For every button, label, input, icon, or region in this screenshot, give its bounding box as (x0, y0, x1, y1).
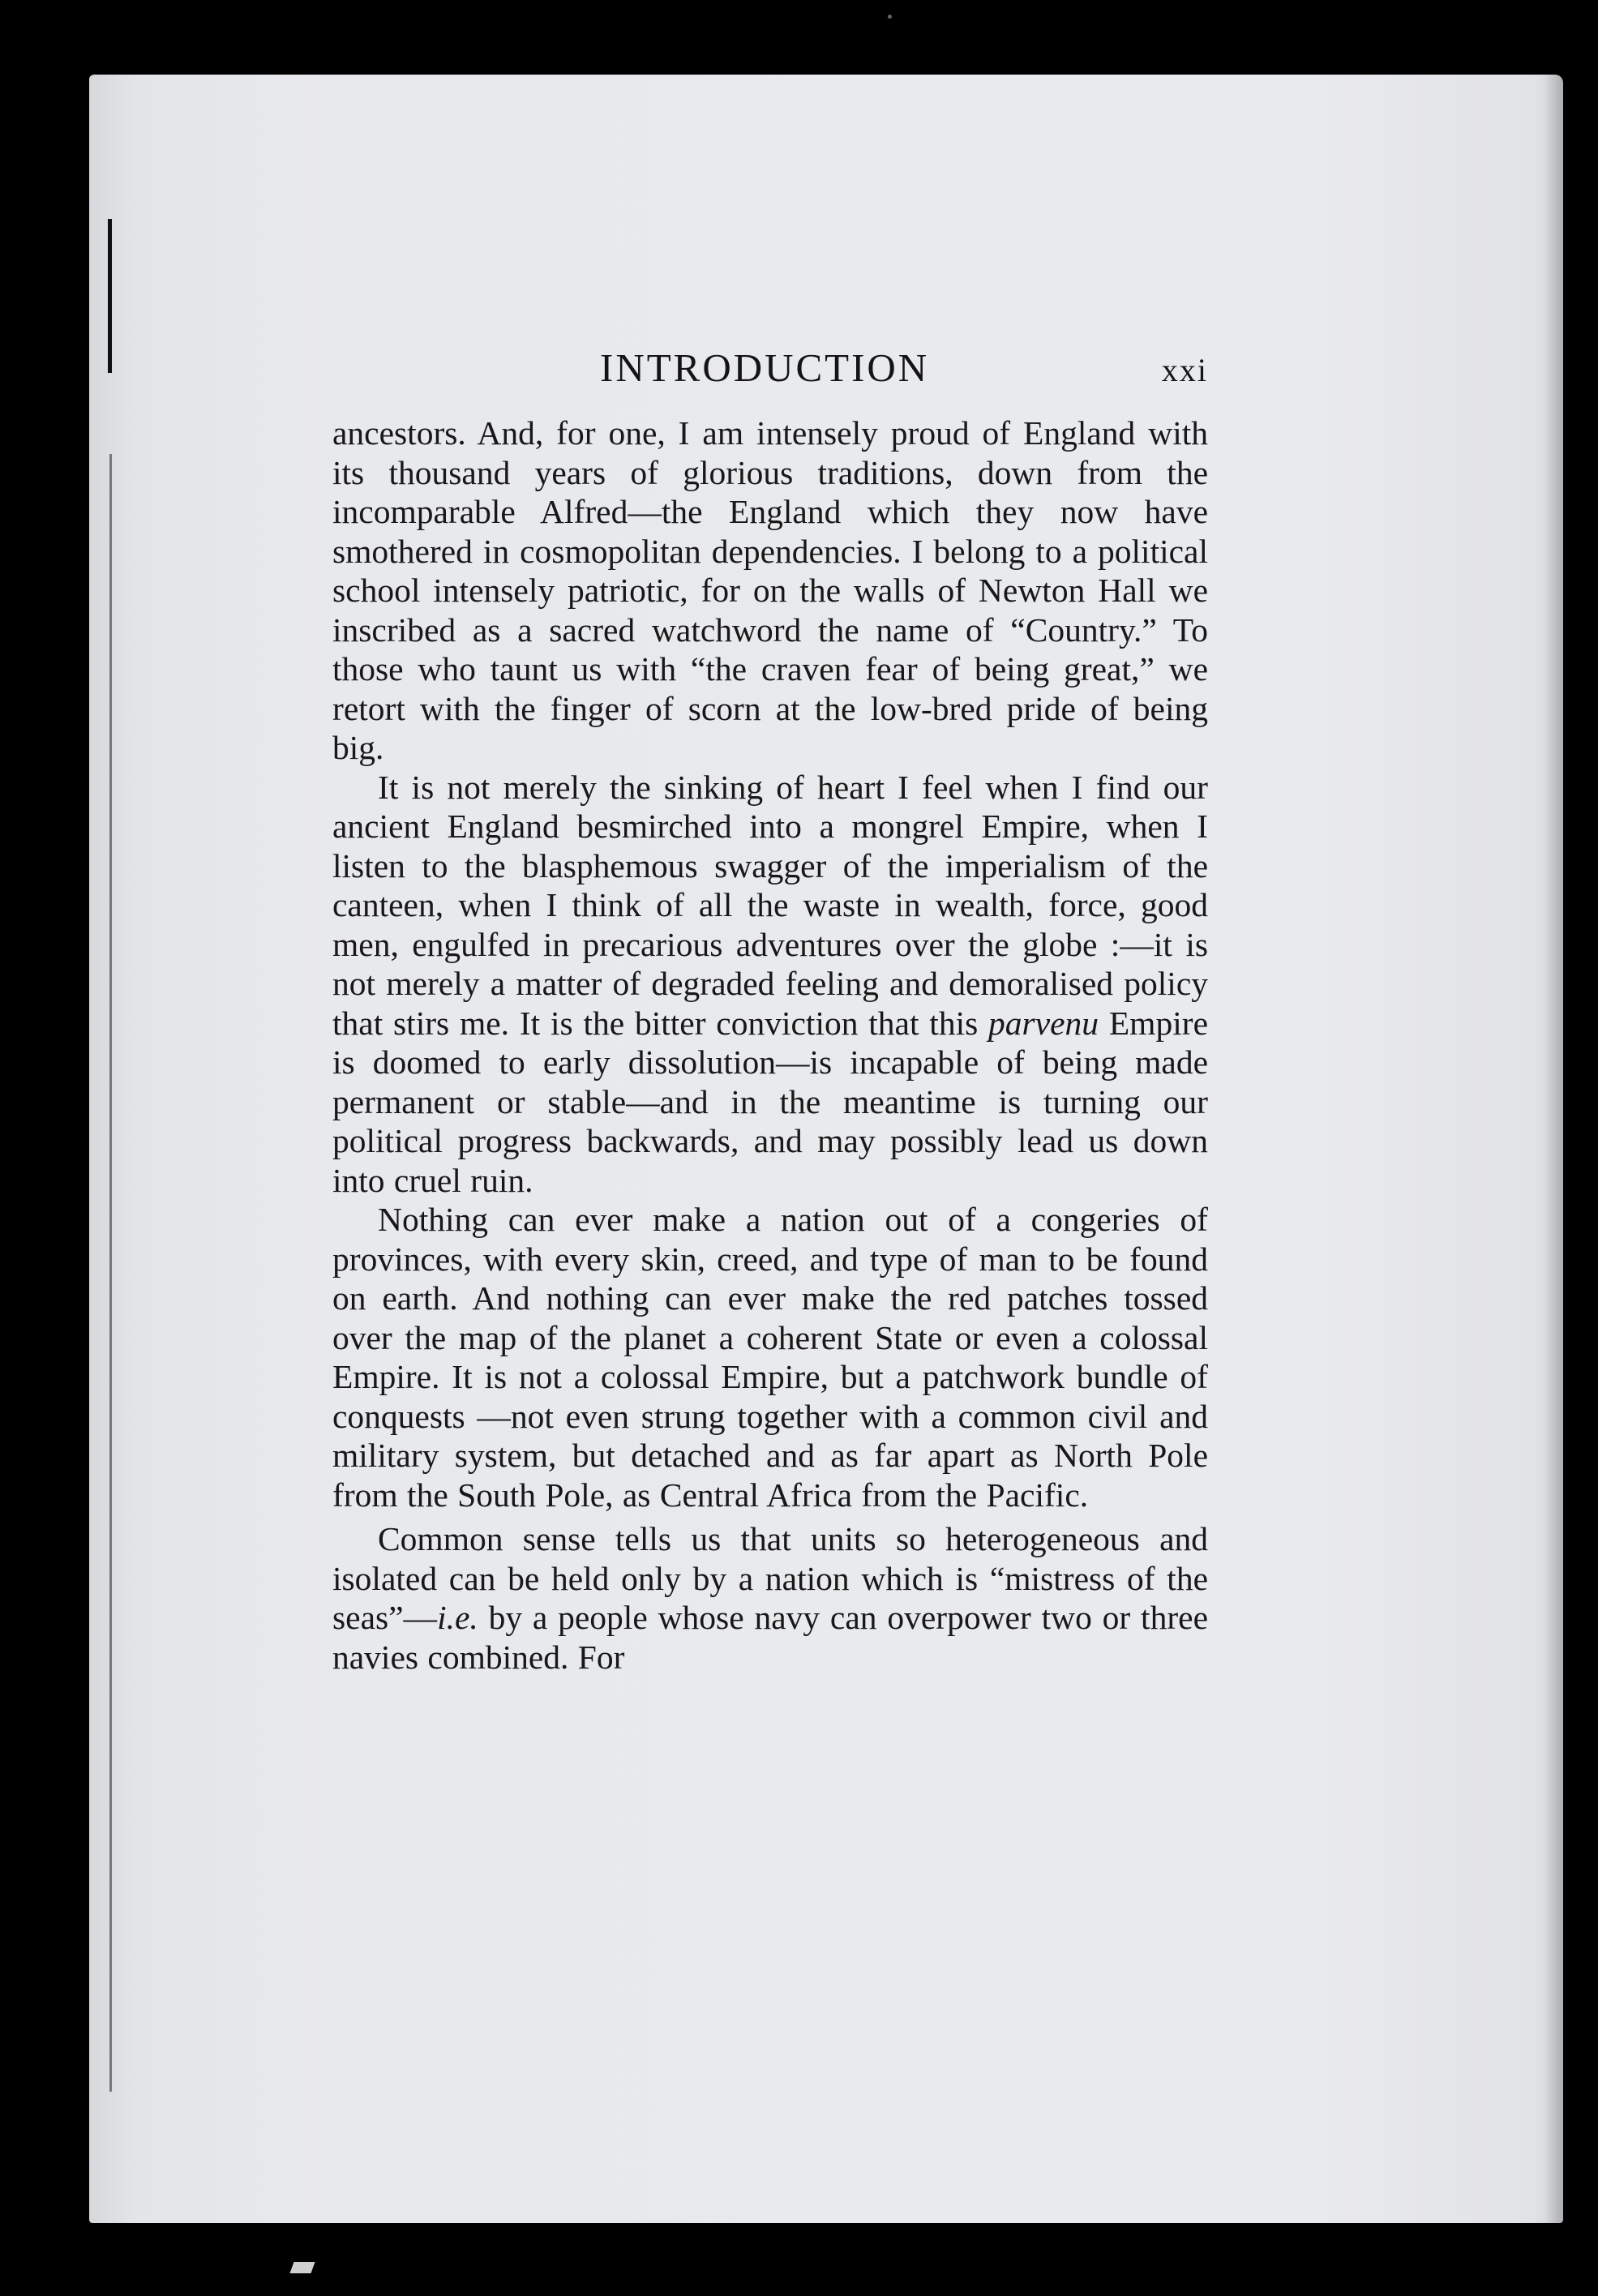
running-head: INTRODUCTION (600, 345, 930, 390)
paragraph (332, 768, 1208, 1201)
page-edge-shadow (1544, 75, 1564, 2223)
page-header (332, 345, 1208, 393)
paragraph: ancestors. And, for one, I am intensely proud of England with its thousand years of glorious traditions, down from the incomparable Alfred—the England which they now have smothered in cosmopolitan dependencies. I belong to a political school intensely patriotic, for on the walls of Newton Hall we inscribed as a sacred watchword the name of “Country.” To those who taunt us with “the craven fear of being great,” we retort with the finger of scorn at the low-bred pride of being big. (332, 414, 1208, 766)
page-number: xxi (1161, 352, 1208, 388)
paragraph-text: It is not merely the sinking of heart I feel when I find our ancient England besmirched into a mongrel Empire, when I listen to the blasphemous swagger of the imperialism of the canteen, when I think of all the waste in wealth, force, good men, engulfed in precarious adventures over the globe :—it is not merely a matter of degraded feeling and demoralised policy that stirs me. It is the bitter conviction that this (332, 768, 1208, 1042)
binding-edge-mark (108, 219, 112, 373)
italic-word: parvenu (988, 1004, 1099, 1042)
italic-word: i.e. (437, 1599, 478, 1636)
paragraph: Nothing can ever make a nation out of a congeries of provinces, with every skin, creed, and type of man to be found on earth. And nothing can ever make the red patches tossed over the map of the planet a coherent State or even a colossal Empire. It is not a colossal Empire, but a patchwork bundle of conquests —not even strung together with a common civil and military system, but detached and as far apart as North Pole from the South Pole, as Central Africa from the Pacific. (332, 1201, 1208, 1514)
paragraph-text: Common sense tells us that units so heterogeneous and isolated can be held only by a nation which is “mistress of the seas”— (332, 1520, 1208, 1636)
scan-speck (289, 2262, 315, 2273)
binding-edge-line (109, 454, 112, 2092)
paragraph-text: Empire is doomed to early dissolution—is incapable of being made permanent or stable—and in the meantime is turning our political progress backwards, and may possibly lead us down into cruel ruin. (332, 1004, 1208, 1199)
paragraph-text: by a people whose navy can overpower two or three navies combined. For (332, 1599, 1208, 1676)
paragraph (332, 1519, 1208, 1677)
scan-speck (888, 15, 892, 19)
body-text (332, 413, 1208, 1677)
